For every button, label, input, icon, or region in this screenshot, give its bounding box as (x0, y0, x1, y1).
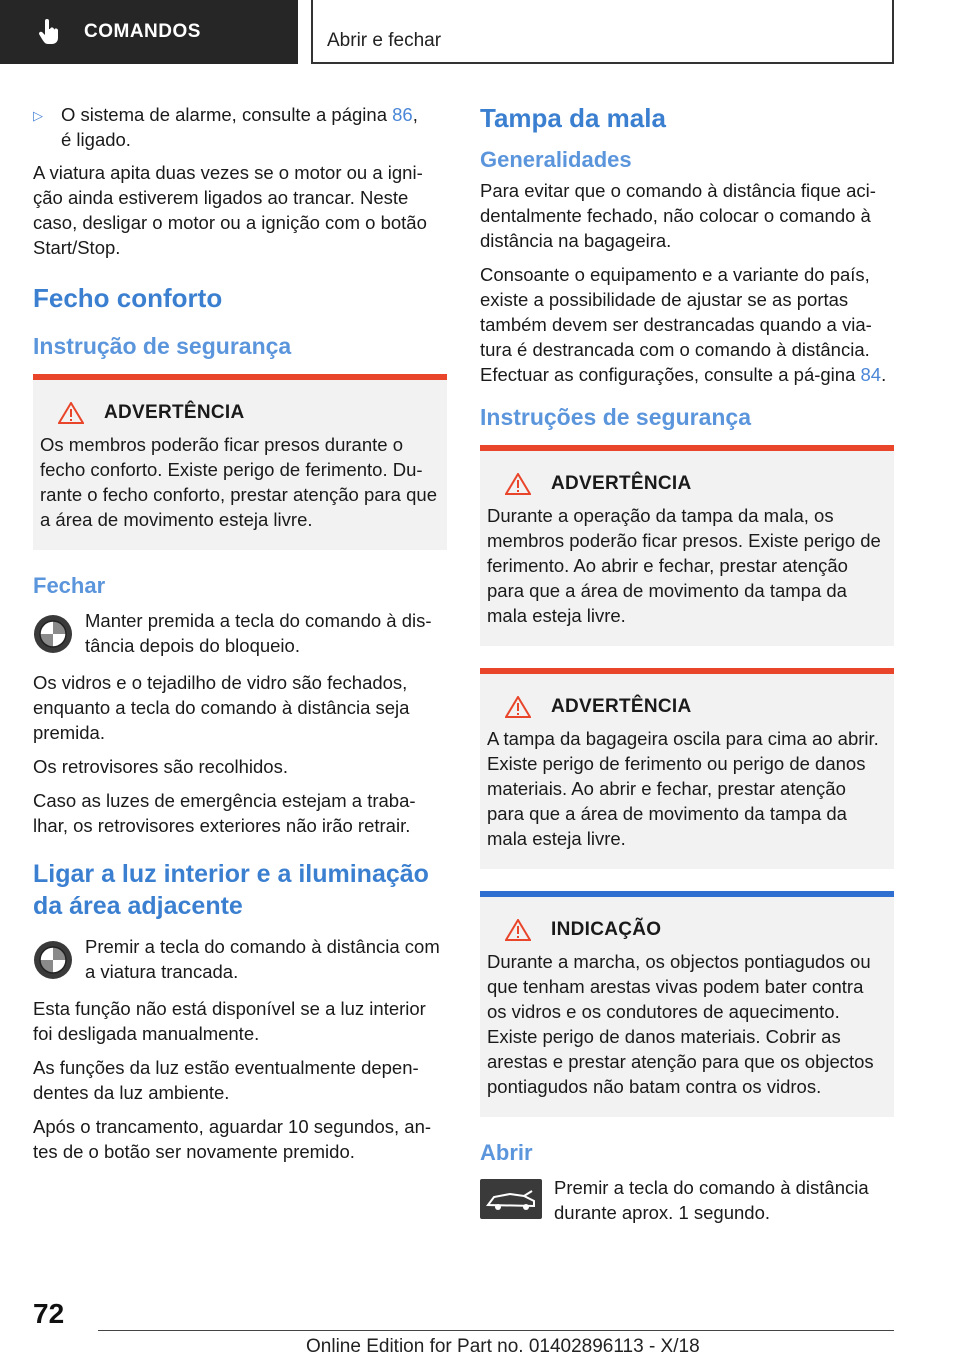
warning-triangle-icon (505, 473, 531, 495)
bullet-tail: , (412, 104, 418, 125)
warning-title: ADVERTÊNCIA (551, 473, 692, 494)
heading-instrucao-seguranca: Instrução de segurança (33, 333, 292, 359)
page-title-box (311, 0, 894, 64)
warning-triangle-icon (58, 402, 84, 424)
heading-fecho-conforto: Fecho conforto (33, 283, 223, 313)
section-label: COMANDOS (84, 21, 201, 42)
footer-divider (98, 1330, 894, 1331)
paragraph: A viatura apita duas vezes se o motor ou a igni-ção ainda estiverem ligados ao trancar. Neste caso, desligar o motor ou a ignição com o botão Start/Stop. (33, 162, 427, 258)
note-title: INDICAÇÃO (551, 919, 662, 940)
heading-fechar: Fechar (33, 573, 106, 598)
page-number: 72 (33, 1298, 65, 1329)
icon-instruction-text: Premir a tecla do comando à distância durante aprox. 1 segundo. (554, 1177, 869, 1223)
bullet-item (33, 102, 447, 152)
page-link-86[interactable]: 86 (392, 104, 413, 125)
warning-text: Durante a operação da tampa da mala, os membros poderão ficar presos. Existe perigo de ferimento. Ao abrir e fechar, prestar atenção para que a área de movimento da tampa da mala esteja livre. (487, 505, 881, 626)
paragraph: Para evitar que o comando à distância fique aci-dentalmente fechado, não colocar o comando à distância na bagageira. (480, 180, 876, 251)
page-title: Abrir e fechar (327, 30, 442, 51)
warning-triangle-icon (505, 919, 531, 941)
bmw-key-icon (33, 614, 73, 654)
heading-tampa-mala: Tampa da mala (480, 103, 666, 133)
section-tab (0, 0, 298, 64)
icon-instruction (33, 934, 447, 984)
hand-pointer-icon (38, 19, 64, 45)
paragraph: Os retrovisores são recolhidos. (33, 756, 288, 777)
paragraph-text: Consoante o equipamento e a variante do país, existe a possibilidade de ajustar se as portas também devem ser destrancadas quando a via-tura é destrancada com o comando à distância. Efectuar as configurações, consulte a pá-gina (480, 264, 872, 385)
icon-instruction (480, 1175, 894, 1225)
paragraph-tail: . (881, 364, 887, 385)
heading-instrucoes-seguranca: Instruções de segurança (480, 404, 751, 430)
warning-text: Os membros poderão ficar presos durante o fecho conforto. Existe perigo de ferimento. Du-rante o fecho conforto, prestar atenção para que a área de movimento esteja livre. (40, 434, 437, 530)
paragraph: Os vidros e o tejadilho de vidro são fechados, enquanto a tecla do comando à distância seja premida. (33, 672, 410, 743)
bullet-text: O sistema de alarme, consulte a página (61, 104, 393, 125)
note-text: Durante a marcha, os objectos pontiagudos ou que tenham arestas vivas podem bater contra os vidros e os condutores de aquecimento. Existe perigo de danos materiais. Cobrir as arestas e prestar atenção para que os objectos pontiagudos não batam contra os vidros. (487, 951, 874, 1097)
warning-triangle-icon (505, 696, 531, 718)
note-box (480, 891, 894, 1117)
icon-instruction (33, 608, 447, 658)
paragraph: Esta função não está disponível se a luz interior foi desligada manualmente. (33, 998, 426, 1044)
paragraph: Após o trancamento, aguardar 10 segundos, an-tes de o botão ser novamente premido. (33, 1116, 432, 1162)
bullet-text-2: é ligado. (61, 129, 131, 150)
paragraph (480, 262, 894, 387)
bmw-key-icon (33, 940, 73, 980)
heading-generalidades: Generalidades (480, 147, 632, 172)
paragraph: As funções da luz estão eventualmente depen-dentes da luz ambiente. (33, 1057, 419, 1103)
heading-ligar-luz: Ligar a luz interior e a iluminação da área adjacente (33, 860, 429, 920)
warning-title: ADVERTÊNCIA (104, 402, 245, 423)
heading-abrir: Abrir (480, 1140, 533, 1165)
paragraph: Caso as luzes de emergência estejam a traba-lhar, os retrovisores exteriores não irão retrair. (33, 790, 416, 836)
page-link-84[interactable]: 84 (860, 364, 882, 385)
triangle-bullet-icon: ▷ (33, 108, 43, 123)
warning-box (33, 374, 447, 550)
icon-instruction-text: Premir a tecla do comando à distância com a viatura trancada. (85, 936, 440, 982)
warning-title: ADVERTÊNCIA (551, 696, 692, 717)
warning-box (480, 445, 894, 646)
edition-note: Online Edition for Part no. 01402896113 - X/18 (306, 1336, 700, 1357)
car-trunk-button-icon (480, 1179, 542, 1219)
right-column (480, 102, 894, 1237)
warning-text: A tampa da bagageira oscila para cima ao abrir. Existe perigo de ferimento ou perigo de danos materiais. Ao abrir e fechar, prestar atenção para que a área de movimento da tampa da mala esteja livre. (487, 728, 879, 849)
icon-instruction-text: Manter premida a tecla do comando à dis-tância depois do bloqueio. (85, 610, 432, 656)
warning-box (480, 668, 894, 869)
left-column (33, 102, 447, 1173)
